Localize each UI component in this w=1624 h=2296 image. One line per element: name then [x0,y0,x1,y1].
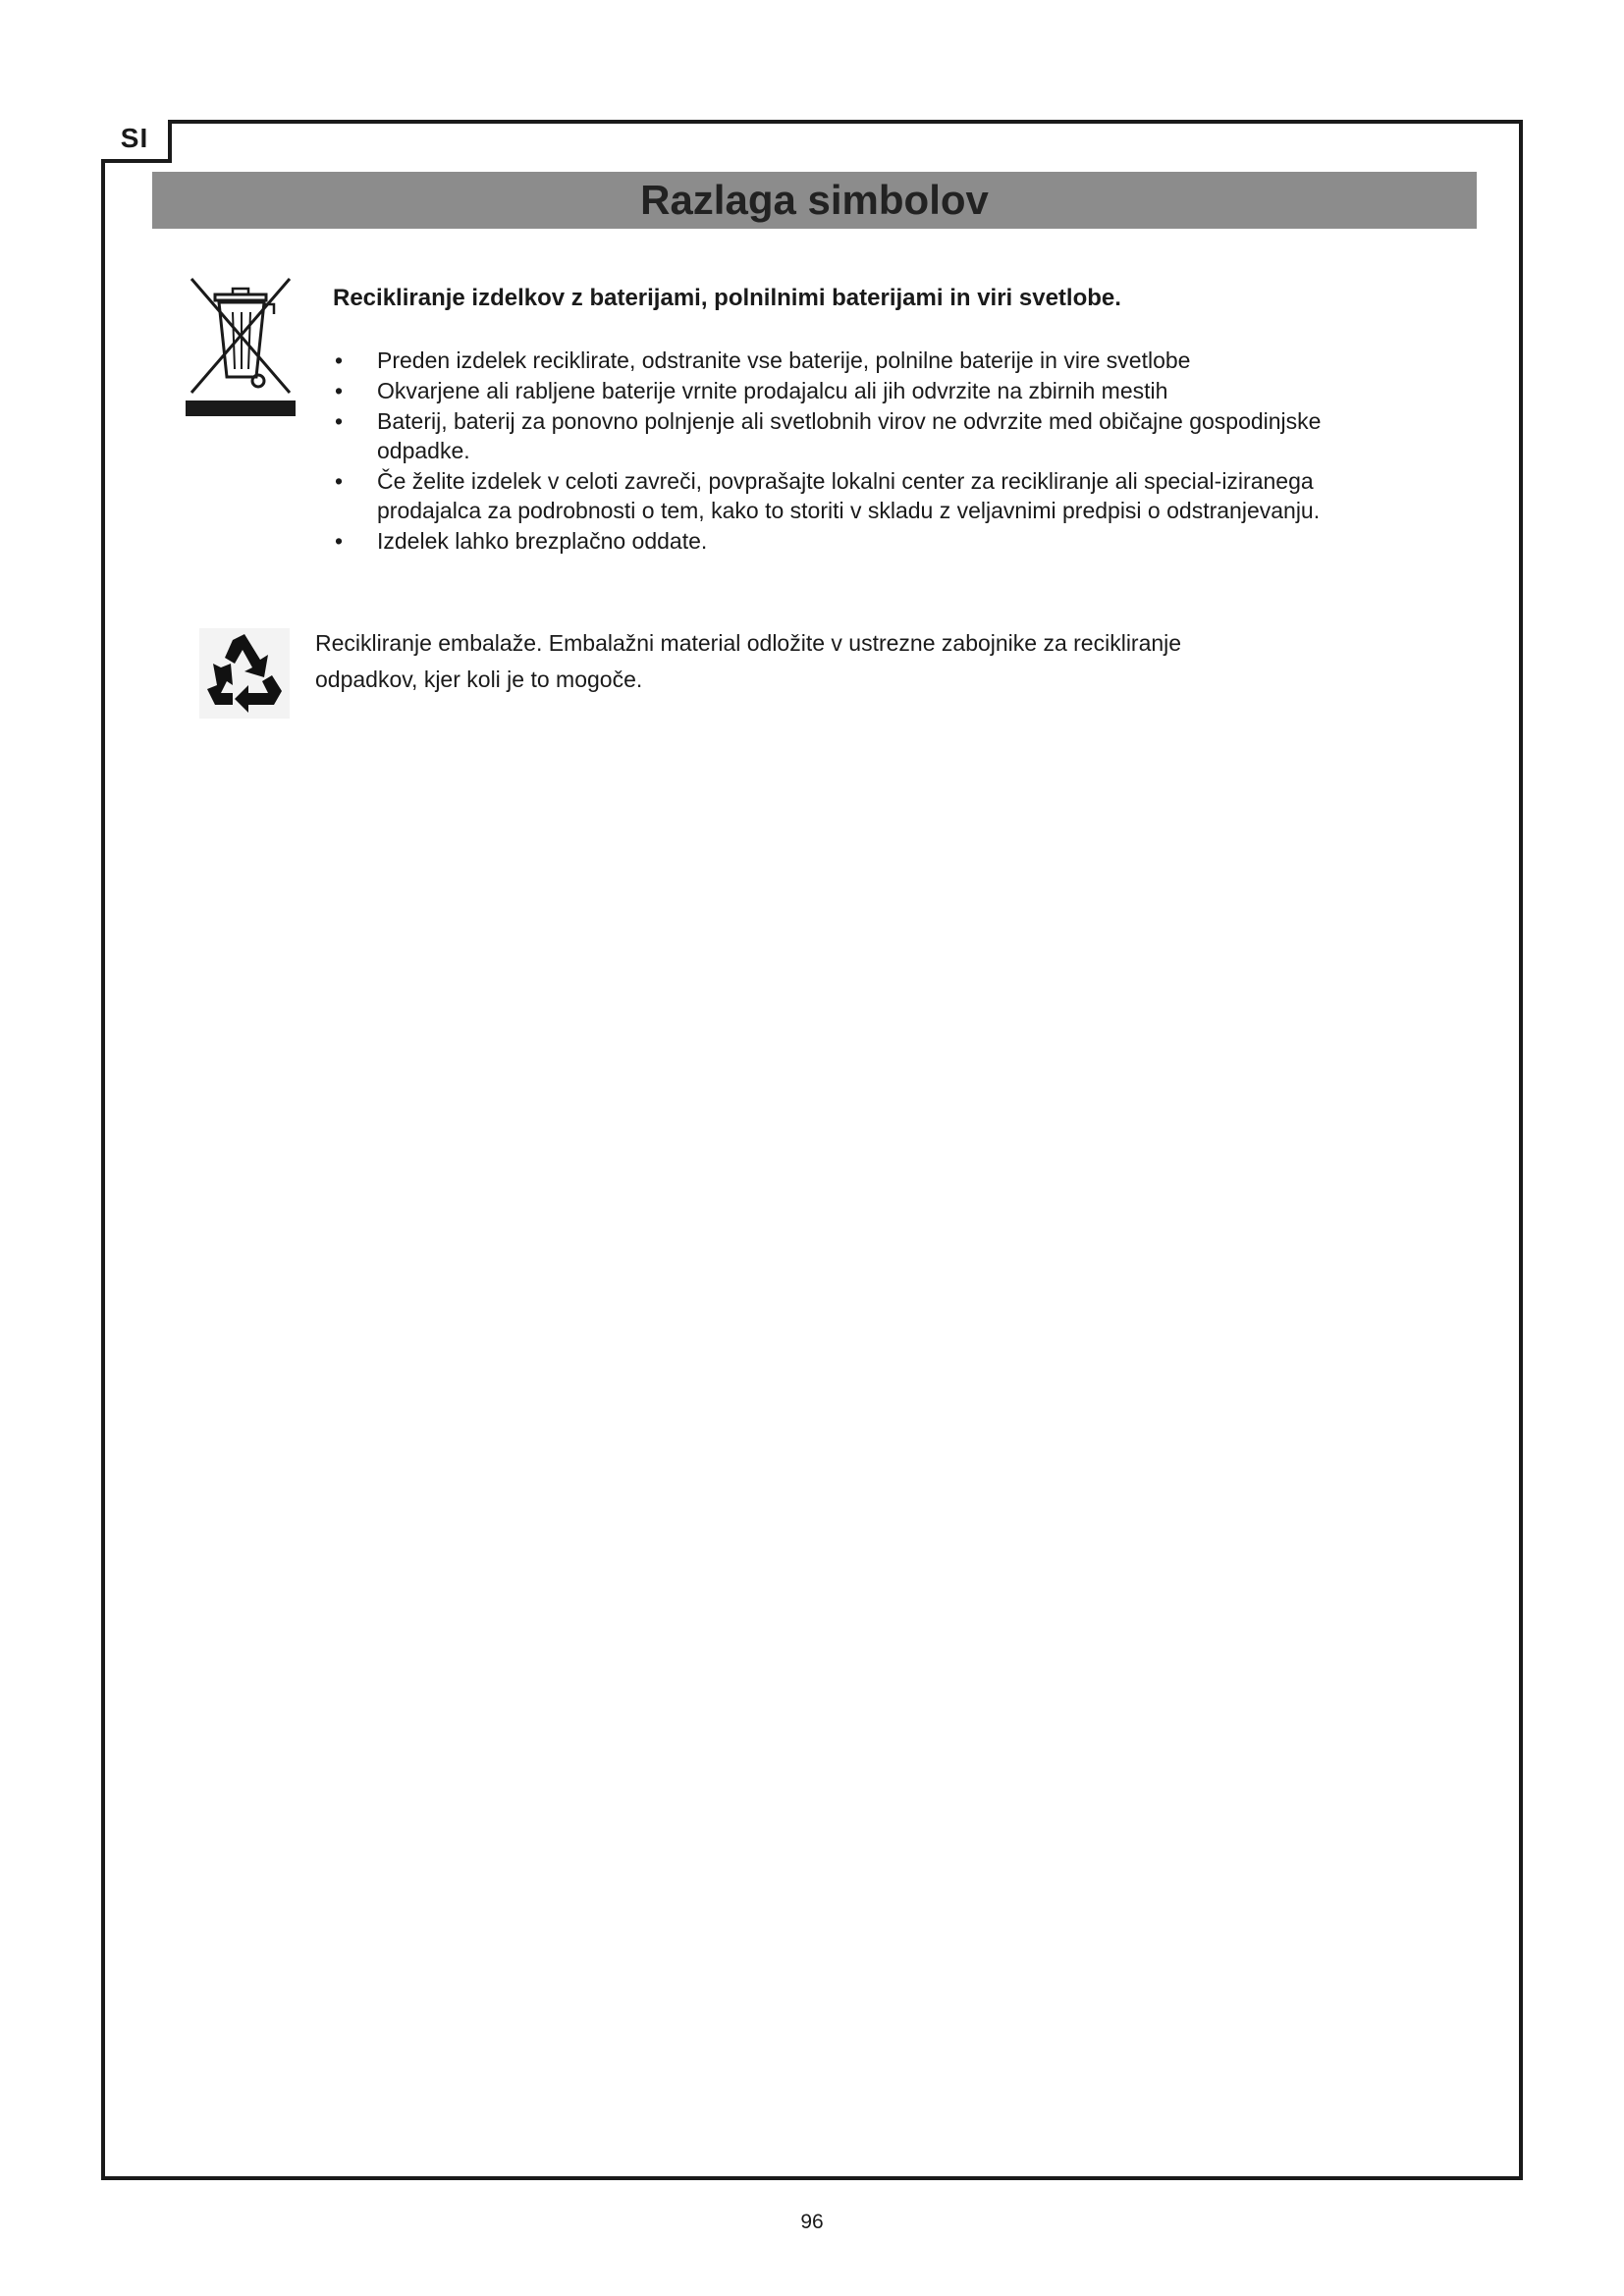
bullet-icon: • [335,378,344,403]
page-title: Razlaga simbolov [640,177,989,223]
battery-recycling-heading: Recikliranje izdelkov z baterijami, polnilnimi baterijami in viri svetlobe. [333,285,1121,311]
language-tag: SI [101,120,172,163]
bullet-icon: • [335,468,344,494]
bullet-icon: • [335,347,344,373]
packaging-recycling-text: Recikliranje embalaže. Embalažni material odložite v ustrezne zabojnike za recikliranje odpadkov, kjer koli je to mogoče. [315,630,1182,692]
bullet-icon: • [335,528,344,554]
list-item: • Okvarjene ali rabljene baterije vrnite prodajalcu ali jih odvrzite na zbirnih mestih [335,378,1168,403]
bullet-icon: • [335,408,344,434]
list-item: • Če želite izdelek v celoti zavreči, povprašajte lokalni center za recikliranje ali special-iziranega prodajalca za podrobnosti o tem, kako to storiti v skladu z veljavnimi predpisi o odstranjevanju. [335,468,1321,523]
crossed-out-wheeled-bin-icon [182,275,299,422]
list-item: • Preden izdelek reciklirate, odstranite vse baterije, polnilne baterije in vire svetlobe [335,347,1191,373]
recycling-arrows-icon [199,628,290,719]
battery-recycling-list [333,346,1354,557]
title-bar [152,172,1477,229]
list-item: • Izdelek lahko brezplačno oddate. [335,528,708,554]
page-number: 96 [800,2211,824,2233]
list-item: • Baterij, baterij za ponovno polnjenje ali svetlobnih virov ne odvrzite med običajne gospodinjske odpadke. [335,408,1322,463]
